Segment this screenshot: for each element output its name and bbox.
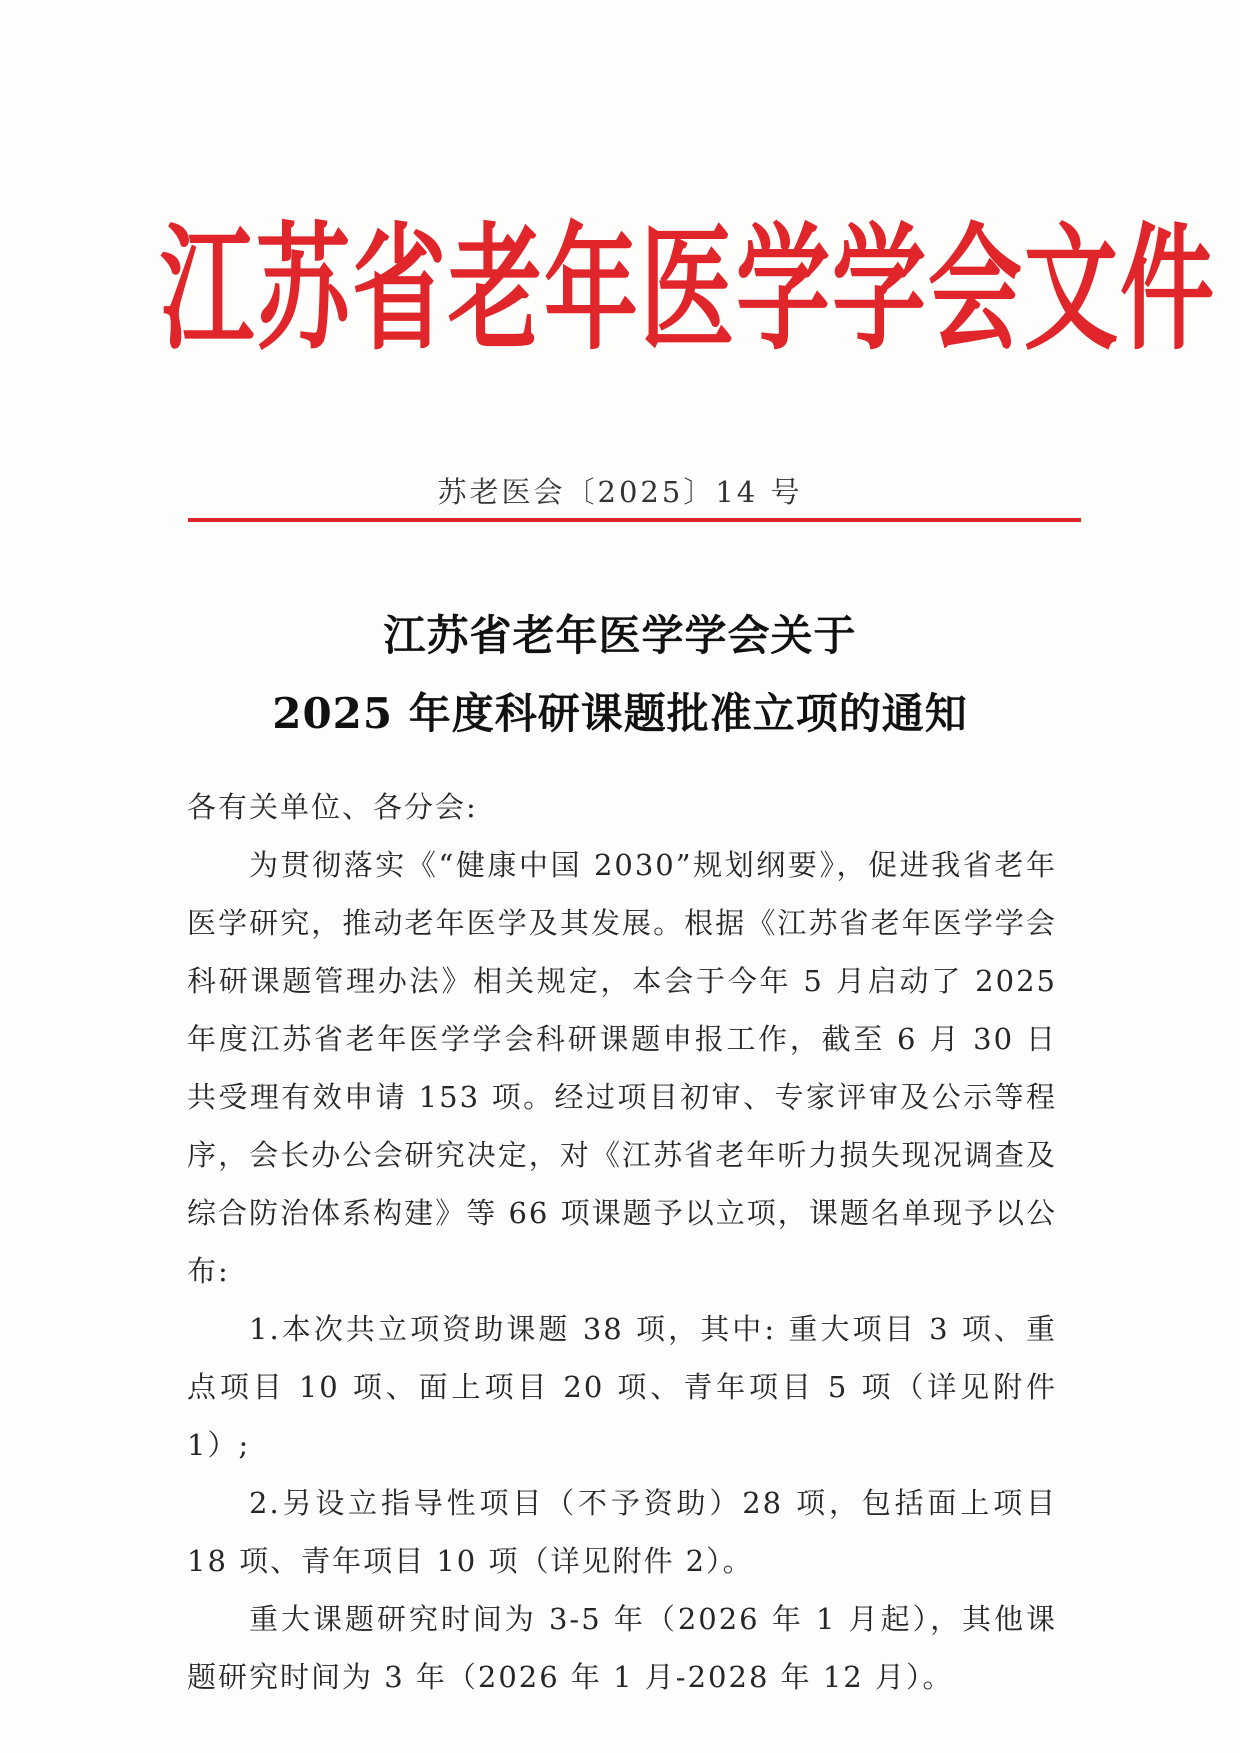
notice-title-line-1: 江苏省老年医学学会关于: [383, 611, 857, 660]
document-number: 苏老医会〔2025〕14 号: [437, 475, 803, 509]
list-item-guidance-projects: 2.另设立指导性项目（不予资助）28 项，包括面上项目 18 项、青年项目 10 项（详见附件 2）。: [187, 1486, 1057, 1578]
list-item-funded-projects: 1.本次共立项资助课题 38 项，其中: 重大项目 3 项、重点项目 10 项、面上项目 20 项、青年项目 5 项（详见附件 1）;: [187, 1312, 1057, 1462]
red-divider-line: [188, 518, 1081, 522]
masthead: [160, 210, 1217, 370]
notice-body: [187, 778, 1057, 1706]
paragraph-research-period: 重大课题研究时间为 3-5 年（2026 年 1 月起），其他课题研究时间为 3 年（2026 年 1 月-2028 年 12 月）。: [187, 1602, 1057, 1694]
paragraph-background: 为贯彻落实《“健康中国 2030”规划纲要》，促进我省老年医学研究，推动老年医学及其发展。根据《江苏省老年医学学会科研课题管理办法》相关规定，本会于今年 5 月启动了 2025 年度江苏省老年医学学会科研课题申报工作，截至 6 月 30 日共受理有效申请 153 项。经过项目初审、专家评审及公示等程序，会长办公会研究决定，对《江苏省老年听力损失现况调查及综合防治体系构建》等 66 项课题予以立项，课题名单现予以公布:: [187, 848, 1057, 1288]
masthead-title: 江苏省老年医学学会文件: [160, 210, 1217, 370]
salutation: 各有关单位、各分会:: [187, 790, 478, 824]
notice-title-line-2: 2025 年度科研课题批准立项的通知: [272, 689, 968, 738]
